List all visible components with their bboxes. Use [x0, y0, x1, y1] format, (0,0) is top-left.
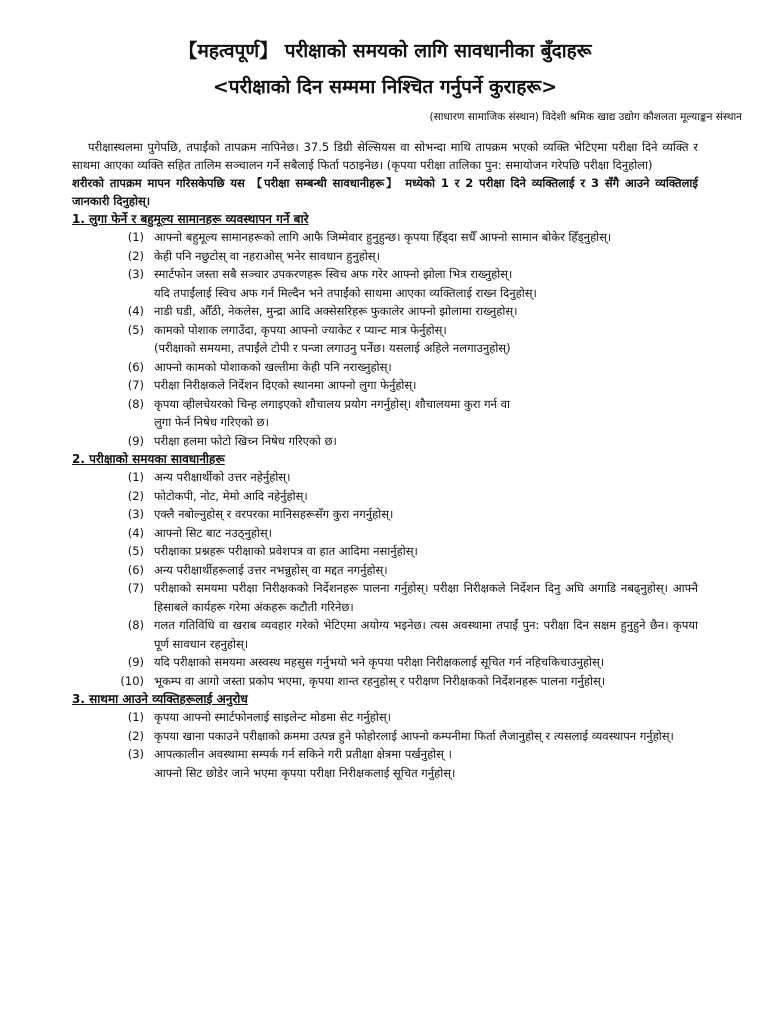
list-item-line: आफ्नो कामको पोशाकको खल्तीमा केही पनि नराख्नुहोस्। [154, 359, 392, 374]
list-item [72, 487, 698, 506]
section-list [72, 468, 698, 690]
list-item-text [154, 432, 698, 451]
list-item [72, 302, 698, 321]
list-item-line: कृपया आफ्नो स्मार्टफोनलाई साइलेन्ट मोडमा सेट गर्नुहोस्। [154, 710, 391, 724]
list-item-text [154, 579, 698, 616]
list-item-text [154, 247, 698, 266]
list-item-line: परीक्षाको समयमा परीक्षा निरीक्षकको निर्देशनहरू पालना गर्नुहोस्। परीक्षा निरीक्षकले निर्देशन दिनु अघि अगाडि नबढ्नुहोस्। आफ्नै हिसाबले कार्यहरू गरेमा अंकहरू कटौती गरिनेछ। [154, 581, 698, 614]
list-item-number: (9) [127, 433, 144, 448]
list-item-line: आफ्नो सिट बाट नउठ्नुहोस्। [154, 525, 272, 540]
list-item-number: (7) [127, 378, 144, 392]
list-item-text [154, 395, 698, 432]
list-item [72, 727, 698, 746]
list-item-text [154, 228, 698, 247]
list-item-text [154, 745, 698, 782]
intro-bold-note: शरीरको तापक्रम मापन गरिसकेपछि यस 【परीक्षा सम्बन्धी सावधानीहरू】 मध्येको 1 र 2 परीक्षा दिने व्यक्तिलाई र 3 सँगै आउने व्यक्तिलाई जानकारी दिनुहोस्। [72, 176, 698, 208]
list-item [72, 376, 698, 395]
list-item-number: (8) [127, 618, 144, 632]
list-item [72, 228, 698, 247]
list-item-line: लुगा फेर्न निषेध गरिएको छ। [154, 415, 269, 429]
list-item-number: (3) [127, 747, 144, 761]
list-item-line: अन्य परीक्षार्थीहरूलाई उत्तर नभन्नुहोस् वा मद्दत नगर्नुहोस्। [154, 562, 388, 577]
sections-container [72, 210, 698, 782]
list-item-number: (5) [127, 322, 144, 337]
list-item [72, 358, 698, 377]
list-item [72, 265, 698, 302]
list-item-text [154, 727, 698, 746]
list-item-text [154, 542, 698, 561]
list-item-number: (1) [127, 710, 144, 724]
list-item-number: (10) [120, 673, 144, 688]
list-item-number: (2) [127, 248, 144, 263]
list-item [72, 468, 698, 487]
list-item [72, 653, 698, 672]
list-item [72, 524, 698, 543]
list-item-number: (3) [127, 267, 144, 281]
document-title: 【महत्वपूर्ण】 परीक्षाको समयको लागि सावधानीका बुँदाहरू [178, 40, 592, 62]
list-item-line: परीक्षाका प्रश्नहरू परीक्षाको प्रवेशपत्र वा हात आदिमा नसार्नुहोस्। [154, 544, 418, 558]
section-list [72, 228, 698, 450]
document-subtitle: <परीक्षाको दिन सम्ममा निश्चित गर्नुपर्ने कुराहरू> [212, 76, 558, 98]
list-item-text [154, 672, 698, 691]
section-1 [72, 210, 698, 450]
list-item-line: कृपया खाना पकाउने परीक्षाको क्रममा उत्पन्न हुने फोहोरलाई आफ्नो कम्पनीमा फिर्ता लैजानुहोस् र त्यसलाई व्यवस्थापन गर्नुहोस्। [154, 728, 674, 743]
list-item-line: आफ्नो बहुमूल्य सामानहरूको लागि आफै जिम्मेवार हुनुहुन्छ। कृपया हिँड्दा सधैँ आफ्नो सामान बोकेर हिँड्नुहोस्। [154, 230, 612, 244]
intro-paragraph: परीक्षास्थलमा पुगेपछि, तपाईंको तापक्रम नापिनेछ। 37.5 डिग्री सेल्सियस वा सोभन्दा माथि तापक्रम भएको व्यक्ति भेटिएमा परीक्षा दिने व्यक्ति र साथमा आएका व्यक्ति सहित तालिम सञ्चालन गर्ने सबैलाई फिर्ता पठाइनेछ। (कृपया परीक्षा तालिका पुन: समायोजन गरेपछि परीक्षा दिनुहोला) [72, 140, 698, 172]
section-list [72, 708, 698, 782]
list-item-line: अन्य परीक्षार्थीको उत्तर नहेर्नुहोस्। [154, 470, 291, 484]
list-item-text [154, 265, 698, 302]
list-item [72, 395, 698, 432]
list-item-text [154, 524, 698, 543]
list-item [72, 708, 698, 727]
list-item-line: आफ्नो सिट छोडेर जाने भएमा कृपया परीक्षा निरीक्षकलाई सूचित गर्नुहोस्। [154, 765, 456, 780]
list-item-line: स्मार्टफोन जस्ता सबै सञ्चार उपकरणहरू स्विच अफ गरेर आफ्नो झोला भित्र राख्नुहोस्। [154, 267, 513, 281]
section-2 [72, 450, 698, 690]
list-item-text [154, 487, 698, 506]
list-item-line: गलत गतिविधि वा खराब व्यवहार गरेको भेटिएमा अयोग्य भइनेछ। त्यस अवस्थामा तपाईं पुन: परीक्षा दिन सक्षम हुनुहुने छैन। कृपया पूर्ण सावधान रहनुहोस्। [154, 618, 698, 651]
list-item-line: नाडी घडी, औँठी, नेकलेस, मुन्द्रा आदि अक्सेसरिहरू फुकालेर आफ्नो झोलामा राख्नुहोस्। [154, 304, 518, 318]
list-item [72, 561, 698, 580]
list-item-line: यदि तपाईंलाई स्विच अफ गर्न मिल्दैन भने तपाईंको साथमा आएका व्यक्तिलाई राख्न दिनुहोस्। [154, 285, 537, 300]
list-item-line: (परीक्षाको समयमा, तपाईंले टोपी र पन्जा लगाउनु पर्नेछ। यसलाई अहिले नलगाउनुहोस्) [154, 341, 511, 355]
list-item-number: (6) [127, 562, 144, 577]
section-heading: 2. परीक्षाको समयका सावधानीहरू [72, 452, 225, 466]
list-item-line: एक्लै नबोल्नुहोस् र वरपरका मानिसहरूसँग कुरा नगर्नुहोस्। [154, 507, 394, 521]
list-item-text [154, 468, 698, 487]
list-item [72, 579, 698, 616]
list-item [72, 616, 698, 653]
list-item-line: फोटोकपी, नोट, मेमो आदि नहेर्नुहोस्। [154, 488, 308, 503]
list-item-text [154, 358, 698, 377]
list-item-line: कामको पोशाक लगाउँदा, कृपया आफ्नो ज्याकेट र प्यान्ट मात्र फेर्नुहोस्। [154, 322, 447, 337]
list-item-line: परीक्षा निरीक्षकले निर्देशन दिएको स्थानमा आफ्नो लुगा फेर्नुहोस्। [154, 378, 417, 392]
list-item-number: (5) [127, 544, 144, 558]
list-item-number: (4) [127, 525, 144, 540]
list-item-number: (2) [127, 728, 144, 743]
list-item [72, 745, 698, 782]
list-item-line: आपत्कालीन अवस्थामा सम्पर्क गर्न सकिने गरी प्रतीक्षा क्षेत्रमा पर्खनुहोस् । [154, 747, 452, 761]
list-item [72, 432, 698, 451]
list-item-number: (8) [127, 396, 144, 411]
list-item [72, 672, 698, 691]
list-item [72, 321, 698, 358]
list-item-number: (1) [127, 470, 144, 484]
list-item-number: (3) [127, 507, 144, 521]
section-3 [72, 690, 698, 782]
list-item-number: (9) [127, 655, 144, 669]
list-item-number: (1) [127, 230, 144, 244]
list-item-text [154, 708, 698, 727]
list-item [72, 542, 698, 561]
list-item [72, 247, 698, 266]
list-item-line: परीक्षा हलमा फोटो खिच्न निषेध गरिएको छ। [154, 433, 337, 448]
list-item-line: यदि परीक्षाको समयमा अस्वस्थ महसुस गर्नुभयो भने कृपया परीक्षा निरीक्षकलाई सूचित गर्न नहिचकिचाउनुहोस्। [154, 655, 605, 669]
list-item-number: (2) [127, 488, 144, 503]
section-heading: 3. साथमा आउने व्यक्तिहरूलाई अनुरोध [72, 692, 248, 706]
list-item-text [154, 561, 698, 580]
list-item-line: केही पनि नछुटोस् वा नहराओस् भनेर सावधान हुनुहोस्। [154, 248, 380, 263]
list-item-text [154, 376, 698, 395]
list-item-text [154, 653, 698, 672]
list-item-number: (6) [127, 359, 144, 374]
list-item-text [154, 321, 698, 358]
list-item-line: कृपया व्हीलचेयरको चिन्ह लगाइएको शौचालय प्रयोग नगर्नुहोस्। शौचालयमा कुरा गर्न वा [154, 396, 510, 411]
list-item [72, 505, 698, 524]
list-item-text [154, 302, 698, 321]
list-item-number: (4) [127, 304, 144, 318]
list-item-number: (7) [127, 581, 144, 595]
section-heading: 1. लुगा फेर्ने र बहुमूल्य सामानहरू व्यवस्थापन गर्ने बारे [72, 212, 309, 226]
list-item-line: भूकम्प वा आगो जस्ता प्रकोप भएमा, कृपया शान्त रहनुहोस् र परीक्षण निरीक्षकको निर्देशनहरू पालना गर्नुहोस्। [154, 673, 606, 688]
list-item-text [154, 505, 698, 524]
list-item-text [154, 616, 698, 653]
organization-name: (साधारण सामाजिक संस्थान) विदेशी श्रमिक खाद्य उद्योग कौशलता मूल्याङ्कन संस्थान [429, 111, 742, 123]
